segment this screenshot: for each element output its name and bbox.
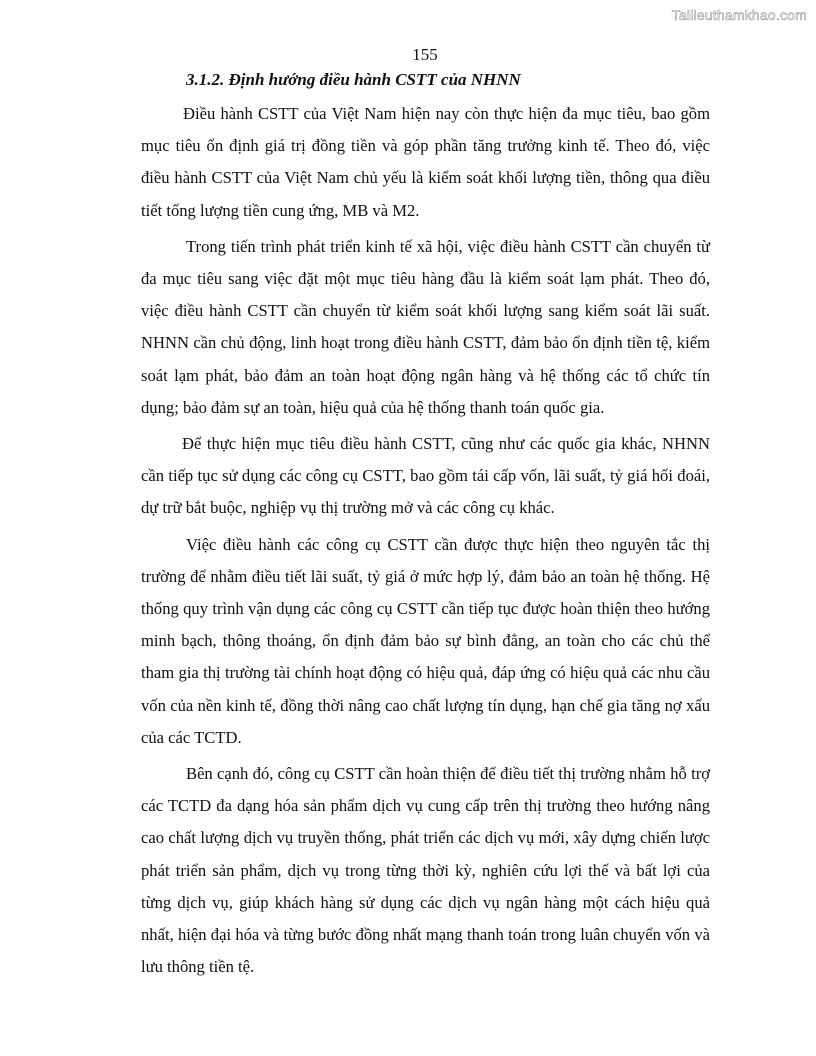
- body-text: [141, 98, 710, 983]
- watermark: Tailieuthamkhao.com: [671, 7, 807, 23]
- paragraph: Bên cạnh đó, công cụ CSTT cần hoàn thiện để điều tiết thị trường nhằm hỗ trợ các TCTD đa dạng hóa sản phẩm dịch vụ cung cấp trên thị trường theo hướng nâng cao chất lượng dịch vụ truyền thống, phát triển các dịch vụ mới, xây dựng chiến lược phát triển sản phẩm, dịch vụ trong từng thời kỳ, nghiên cứu lợi thế và bất lợi của từng dịch vụ, giúp khách hàng sử dụng các dịch vụ ngân hàng một cách hiệu quả nhất, hiện đại hóa và từng bước đồng nhất mạng thanh toán trong luân chuyển vốn và lưu thông tiền tệ.: [141, 764, 710, 977]
- paragraph: Để thực hiện mục tiêu điều hành CSTT, cũng như các quốc gia khác, NHNN cần tiếp tục sử dụng các công cụ CSTT, bao gồm tái cấp vốn, lãi suất, tỷ giá hối đoái, dự trữ bắt buộc, nghiệp vụ thị trường mở và các công cụ khác.: [141, 434, 710, 518]
- paragraph: Việc điều hành các công cụ CSTT cần được thực hiện theo nguyên tắc thị trường để nhằm điều tiết lãi suất, tỷ giá ở mức hợp lý, đảm bảo an toàn hệ thống. Hệ thống quy trình vận dụng các công cụ CSTT cần tiếp tục được hoàn thiện theo hướng minh bạch, thông thoáng, ổn định đảm bảo sự bình đẳng, an toàn cho các chủ thể tham gia thị trường tài chính hoạt động có hiệu quả, đáp ứng có hiệu quả các nhu cầu vốn của nền kinh tế, đồng thời nâng cao chất lượng tín dụng, hạn chế gia tăng nợ xấu của các TCTD.: [141, 534, 710, 747]
- paragraph: Trong tiến trình phát triển kinh tế xã hội, việc điều hành CSTT cần chuyển từ đa mục tiêu sang việc đặt một mục tiêu hàng đầu là kiểm soát lạm phát. Theo đó, việc điều hành CSTT cần chuyển từ kiểm soát khối lượng sang kiểm soát lãi suất. NHNN cần chủ động, linh hoạt trong điều hành CSTT, đảm bảo ổn định tiền tệ, kiểm soát lạm phát, bảo đảm an toàn hoạt động ngân hàng và hệ thống các tổ chức tín dụng; bảo đảm sự an toàn, hiệu quả của hệ thống thanh toán quốc gia.: [141, 236, 710, 417]
- paragraph: Điều hành CSTT của Việt Nam hiện nay còn thực hiện đa mục tiêu, bao gồm mục tiêu ổn định giá trị đồng tiền và góp phần tăng trưởng kinh tế. Theo đó, việc điều hành CSTT của Việt Nam chủ yếu là kiểm soát khối lượng tiền, thông qua điều tiết tổng lượng tiền cung ứng, MB và M2.: [141, 104, 710, 220]
- section-heading: 3.1.2. Định hướng điều hành CSTT của NHNN: [186, 70, 521, 89]
- page-number: 155: [412, 45, 438, 64]
